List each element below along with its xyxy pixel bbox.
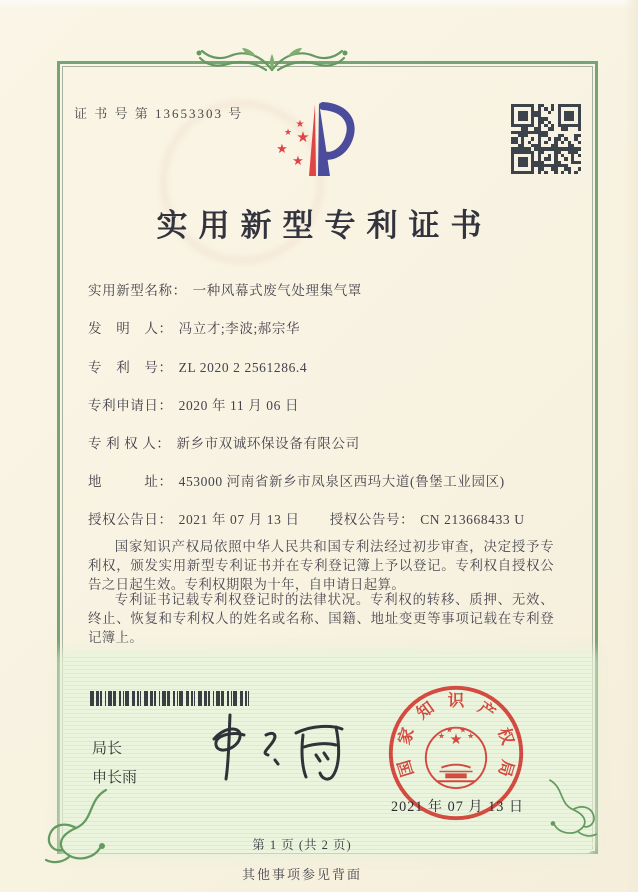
field-row-inventors bbox=[88, 317, 300, 337]
grant-no-value: CN 213668433 U bbox=[420, 512, 525, 527]
field-value: 新乡市双诚环保设备有限公司 bbox=[176, 436, 360, 451]
svg-text:家: 家 bbox=[394, 725, 418, 748]
field-label: 地 址： bbox=[88, 474, 173, 489]
officer-name: 申长雨 bbox=[92, 769, 138, 786]
field-row-patentee bbox=[88, 432, 360, 452]
officer-title: 局长 bbox=[92, 740, 123, 757]
scan-edge-top bbox=[0, 0, 638, 9]
field-value: 一种风幕式废气处理集气罩 bbox=[192, 283, 362, 298]
field-value: 2020 年 11 月 06 日 bbox=[178, 398, 300, 413]
grant-no-label: 授权公告号： bbox=[329, 512, 415, 527]
legal-paragraph-2: 专利证书记载专利权登记时的法律状况。专利权的转移、质押、无效、终止、恢复和专利权人的姓名或名称、国籍、地址变更等事项记载在专利登记簿上。 bbox=[88, 592, 554, 645]
back-side-note: 其他事项参见背面 bbox=[241, 867, 362, 882]
svg-text:权: 权 bbox=[494, 725, 518, 748]
page-number: 第 1 页 (共 2 页) bbox=[252, 838, 352, 852]
svg-text:知: 知 bbox=[413, 697, 438, 723]
field-value: ZL 2020 2 2561286.4 bbox=[178, 360, 308, 375]
svg-text:★: ★ bbox=[459, 725, 467, 735]
svg-text:★: ★ bbox=[437, 731, 445, 741]
svg-text:★: ★ bbox=[292, 153, 304, 168]
certificate-number: 证 书 号 第 13653303 号 bbox=[74, 106, 244, 121]
svg-text:★: ★ bbox=[295, 119, 305, 130]
seal-date: 2021 年 07 月 13 日 bbox=[391, 799, 525, 815]
field-row-filing-date bbox=[88, 394, 299, 414]
svg-text:识: 识 bbox=[447, 690, 465, 710]
field-value: 453000 河南省新乡市凤泉区西玛大道(鲁堡工业园区) bbox=[178, 474, 505, 489]
field-row-grant bbox=[88, 508, 525, 528]
top-border-flourish-icon bbox=[192, 44, 352, 80]
cnipa-logo-icon bbox=[252, 96, 387, 191]
field-value: 冯立才;李波;郝宗华 bbox=[178, 321, 301, 336]
field-row-address bbox=[88, 470, 505, 490]
field-label: 实用新型名称： bbox=[88, 283, 187, 298]
svg-text:局: 局 bbox=[494, 757, 518, 780]
qr-code bbox=[511, 104, 581, 174]
svg-text:★: ★ bbox=[283, 127, 293, 137]
field-label: 授权公告日： bbox=[88, 512, 173, 527]
field-label: 专利申请日： bbox=[88, 398, 173, 413]
signature-script bbox=[200, 705, 355, 790]
field-label: 专 利 号： bbox=[88, 360, 173, 375]
field-row-patent-no bbox=[88, 356, 307, 376]
svg-text:★: ★ bbox=[296, 130, 310, 146]
field-label: 发 明 人： bbox=[88, 321, 173, 336]
national-emblem-icon bbox=[426, 726, 486, 788]
field-value: 2021 年 07 月 13 日 bbox=[178, 512, 300, 527]
svg-text:★: ★ bbox=[467, 731, 475, 741]
svg-text:★: ★ bbox=[449, 732, 463, 749]
svg-text:★: ★ bbox=[276, 141, 288, 156]
svg-text:★: ★ bbox=[445, 725, 453, 735]
field-row-name bbox=[88, 279, 362, 299]
svg-text:产: 产 bbox=[474, 697, 499, 723]
field-label: 专 利 权 人： bbox=[88, 436, 171, 451]
scan-edge-right bbox=[624, 0, 638, 892]
svg-text:国: 国 bbox=[394, 757, 418, 780]
certificate-title: 实用新型专利证书 bbox=[156, 208, 493, 243]
legal-paragraph-1: 国家知识产权局依照中华人民共和国专利法经过初步审查，决定授予专利权，颁发实用新型专利证书并在专利登记簿上予以登记。专利权自授权公告之日起生效。专利权期限为十年，自申请日起算。 bbox=[88, 539, 554, 592]
corner-flourish-left-icon bbox=[36, 786, 111, 866]
barcode bbox=[90, 691, 253, 706]
